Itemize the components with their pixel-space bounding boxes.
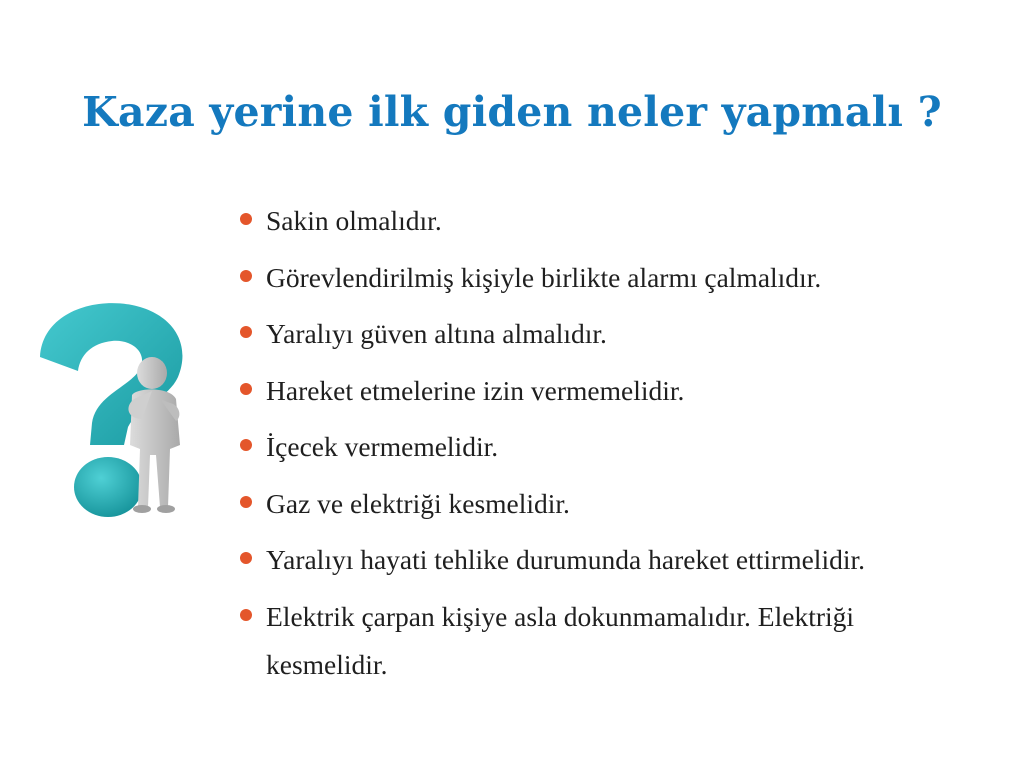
bullet-dot-icon: [240, 383, 252, 395]
bullet-item: İçecek vermemelidir.: [240, 423, 1010, 471]
question-mark-dot: [74, 457, 142, 517]
bullet-dot-icon: [240, 213, 252, 225]
slide-title: Kaza yerine ilk giden neler yapmalı ?: [82, 88, 942, 136]
bullet-item: Hareket etmelerine izin vermemelidir.: [240, 367, 1010, 415]
bullet-item: Elektrik çarpan kişiye asla dokunmamalıdır. Elektriği kesmelidir.: [240, 593, 926, 689]
question-mark-thinking-person-illustration: [20, 295, 220, 535]
bullet-dot-icon: [240, 439, 252, 451]
bullet-item: Sakin olmalıdır.: [240, 197, 1010, 245]
bullet-item: Gaz ve elektriği kesmelidir.: [240, 480, 1010, 528]
bullet-item: Yaralıyı güven altına almalıdır.: [240, 310, 1010, 358]
bullet-dot-icon: [240, 496, 252, 508]
bullet-item: Yaralıyı hayati tehlike durumunda hareket ettirmelidir.: [240, 536, 866, 584]
bullet-item: Görevlendirilmiş kişiyle birlikte alarmı çalmalıdır.: [240, 254, 1010, 302]
bullet-dot-icon: [240, 326, 252, 338]
bullet-dot-icon: [240, 609, 252, 621]
bullet-dot-icon: [240, 552, 252, 564]
bullet-dot-icon: [240, 270, 252, 282]
bullet-list: [240, 197, 1010, 697]
